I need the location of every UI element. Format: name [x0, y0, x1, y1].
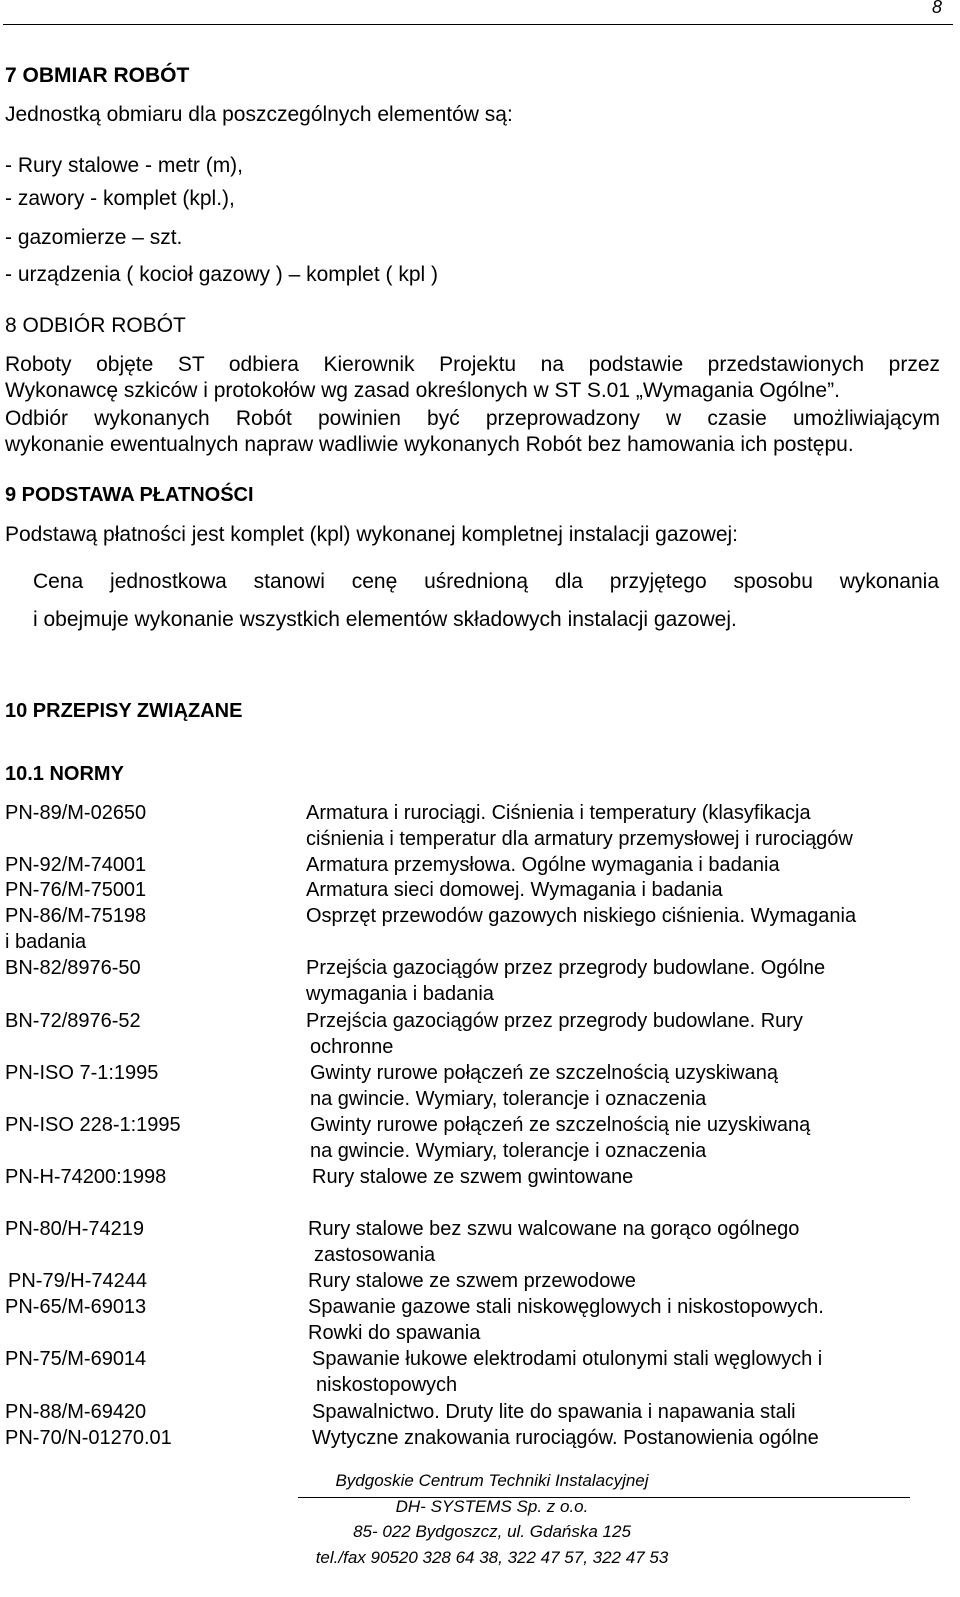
price-description-line: Cena jednostkowa stanowi cenę uśrednioną dla przyjętego sposobu wykonania [33, 570, 939, 593]
footer-address: 85- 022 Bydgoszcz, ul. Gdańska 125 [353, 1522, 631, 1541]
section-7-heading: 7 OBMIAR ROBÓT [5, 64, 190, 87]
norm-description: Armatura i rurociągi. Ciśnienia i temperatury (klasyfikacja [306, 802, 811, 824]
section-9-heading: 9 PODSTAWA PŁATNOŚCI [5, 484, 254, 506]
norm-description: Spawanie gazowe stali niskowęglowych i niskostopowych. [308, 1296, 824, 1318]
norm-description: ochronne [310, 1036, 394, 1058]
norm-description: Rury stalowe ze szwem przewodowe [308, 1270, 636, 1292]
norm-description: Wytyczne znakowania rurociągów. Postanowienia ogólne [312, 1427, 819, 1449]
norm-description: Przejścia gazociągów przez przegrody budowlane. Rury [306, 1010, 803, 1032]
norm-description: Armatura przemysłowa. Ogólne wymagania i badania [306, 854, 780, 876]
section-8-line: Roboty objęte ST odbiera Kierownik Projektu na podstawie przedstawionych przez [5, 353, 940, 376]
norm-description: Rury stalowe bez szwu walcowane na gorąco ogólnego [308, 1218, 800, 1240]
section-7-intro: Jednostką obmiaru dla poszczególnych elementów są: [5, 103, 513, 126]
list-item: - gazomierze – szt. [5, 226, 183, 249]
list-item: - urządzenia ( kocioł gazowy ) – komplet ( kpl ) [5, 263, 438, 286]
norm-code: PN-86/M-75198 [5, 905, 147, 927]
footer-company-name: DH- SYSTEMS Sp. z o.o. [395, 1497, 589, 1516]
norm-description: Rury stalowe ze szwem gwintowane [312, 1166, 634, 1188]
page-number: 8 [931, 0, 942, 17]
section-10-heading: 10 PRZEPISY ZWIĄZANE [5, 700, 243, 722]
norm-description-continuation: i badania [5, 931, 87, 953]
norm-description: zastosowania [314, 1244, 436, 1266]
norm-code: PN-79/H-74244 [8, 1270, 147, 1292]
norm-description: Spawalnictwo. Druty lite do spawania i napawania stali [312, 1401, 796, 1423]
norm-description: Przejścia gazociągów przez przegrody budowlane. Ogólne [306, 957, 826, 979]
list-item: - Rury stalowe - metr (m), [5, 154, 244, 177]
norm-code: PN-ISO 7-1:1995 [5, 1062, 159, 1084]
norm-code: PN-92/M-74001 [5, 854, 147, 876]
norm-description: Gwinty rurowe połączeń ze szczelnością uzyskiwaną [310, 1062, 778, 1084]
section-8-heading: 8 ODBIÓR ROBÓT [5, 314, 186, 337]
norm-code: PN-65/M-69013 [5, 1296, 147, 1318]
norm-description: ciśnienia i temperatur dla armatury przemysłowej i rurociągów [306, 828, 853, 850]
norm-code: BN-82/8976-50 [5, 957, 141, 979]
footer-company: Bydgoskie Centrum Techniki Instalacyjnej [335, 1471, 649, 1490]
norm-description: Rowki do spawania [308, 1322, 481, 1344]
norm-description: wymagania i badania [306, 983, 494, 1005]
norm-description: na gwincie. Wymiary, tolerancje i oznaczenia [310, 1088, 707, 1110]
norm-description: na gwincie. Wymiary, tolerancje i oznaczenia [310, 1140, 707, 1162]
norm-code: PN-70/N-01270.01 [5, 1427, 172, 1449]
norm-description: niskostopowych [316, 1374, 458, 1396]
price-description-line: i obejmuje wykonanie wszystkich elementów składowych instalacji gazowej. [33, 608, 737, 631]
norm-code: BN-72/8976-52 [5, 1010, 141, 1032]
section-8-line: Odbiór wykonanych Robót powinien być przeprowadzony w czasie umożliwiającym [5, 407, 940, 430]
footer-phone: tel./fax 90520 328 64 38, 322 47 57, 322 47 53 [315, 1548, 669, 1567]
list-item: - zawory - komplet (kpl.), [5, 187, 235, 210]
norm-code: PN-H-74200:1998 [5, 1166, 167, 1188]
section-8-line: wykonanie ewentualnych napraw wadliwie wykonanych Robót bez hamowania ich postępu. [5, 433, 854, 456]
norm-code: PN-89/M-02650 [5, 802, 147, 824]
norm-code: PN-75/M-69014 [5, 1348, 147, 1370]
header-rule [3, 24, 953, 25]
section-10-1-heading: 10.1 NORMY [5, 763, 124, 785]
norm-description: Spawanie łukowe elektrodami otulonymi stali węglowych i [312, 1348, 823, 1370]
norm-code: PN-88/M-69420 [5, 1401, 147, 1423]
norm-description: Osprzęt przewodów gazowych niskiego ciśnienia. Wymagania [306, 905, 857, 927]
norm-code: PN-80/H-74219 [5, 1218, 144, 1240]
section-8-line: Wykonawcę szkiców i protokołów wg zasad określonych w ST S.01 „Wymagania Ogólne”. [5, 379, 840, 402]
section-9-intro: Podstawą płatności jest komplet (kpl) wykonanej kompletnej instalacji gazowej: [5, 523, 739, 546]
norm-code: PN-76/M-75001 [5, 879, 147, 901]
norm-description: Gwinty rurowe połączeń ze szczelnością nie uzyskiwaną [310, 1114, 811, 1136]
norm-description: Armatura sieci domowej. Wymagania i badania [306, 879, 723, 901]
norm-code: PN-ISO 228-1:1995 [5, 1114, 181, 1136]
